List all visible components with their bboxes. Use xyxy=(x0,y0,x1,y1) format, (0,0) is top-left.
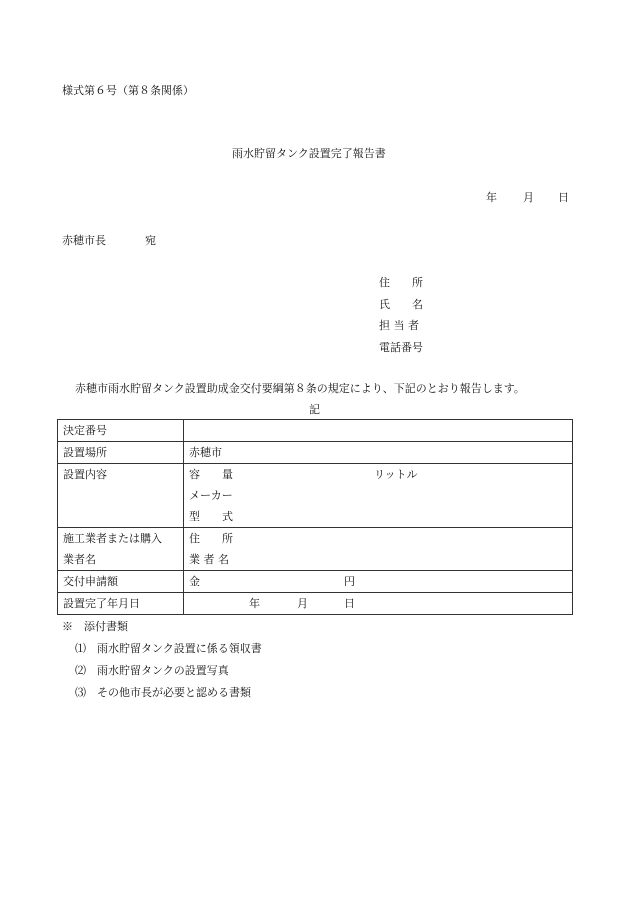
table-row-content xyxy=(58,464,573,528)
applicant-contact-person: 担 当 者 xyxy=(379,319,419,332)
vendor-label xyxy=(58,528,184,571)
vendor-label-line2: 業者名 xyxy=(63,553,96,566)
amount-unit: 円 xyxy=(344,575,355,588)
applicant-phone: 電話番号 xyxy=(379,341,423,354)
decision-number-value xyxy=(184,420,573,442)
vendor-name-label: 業 者 名 xyxy=(189,553,229,566)
table-row-location xyxy=(58,442,573,464)
date-day: 日 xyxy=(558,191,569,204)
completion-date-label: 設置完了年月日 xyxy=(58,593,184,615)
table-row-vendor xyxy=(58,528,573,571)
form-number: 様式第６号（第８条関係） xyxy=(62,84,194,97)
attachments-heading: ※ 添付書類 xyxy=(62,620,128,633)
applicant-address: 住 所 xyxy=(379,276,423,289)
ki-marker: 記 xyxy=(309,403,320,416)
date-year: 年 xyxy=(486,191,497,204)
location-value: 赤穂市 xyxy=(184,442,573,464)
completion-day: 日 xyxy=(344,597,355,610)
table-row-decision-number xyxy=(58,420,573,442)
addressee-suffix: 宛 xyxy=(145,234,156,247)
capacity-unit: リットル xyxy=(374,468,418,481)
completion-date-value xyxy=(184,593,573,615)
amount-value xyxy=(184,571,573,593)
maker-label: メーカー xyxy=(189,489,233,502)
decision-number-label: 決定番号 xyxy=(58,420,184,442)
amount-label: 交付申請額 xyxy=(58,571,184,593)
completion-month: 月 xyxy=(297,597,308,610)
applicant-name: 氏 名 xyxy=(379,298,423,311)
date-month: 月 xyxy=(523,191,534,204)
vendor-label-line1: 施工業者または購入 xyxy=(63,532,162,545)
body-text: 赤穂市雨水貯留タンク設置助成金交付要綱第８条の規定により、下記のとおり報告します。 xyxy=(75,382,525,395)
report-table xyxy=(57,419,573,615)
attachment-item: ⑶ その他市長が必要と認める書類 xyxy=(75,686,251,699)
completion-year: 年 xyxy=(249,597,260,610)
content-value xyxy=(184,464,573,528)
model-label: 型 式 xyxy=(189,510,233,523)
location-label: 設置場所 xyxy=(58,442,184,464)
table-row-amount xyxy=(58,571,573,593)
attachment-item: ⑴ 雨水貯留タンク設置に係る領収書 xyxy=(75,642,262,655)
vendor-value xyxy=(184,528,573,571)
vendor-address-label: 住 所 xyxy=(189,532,233,545)
amount-prefix: 金 xyxy=(189,575,200,588)
table-row-completion-date xyxy=(58,593,573,615)
content-label: 設置内容 xyxy=(58,464,184,528)
capacity-label: 容 量 xyxy=(189,468,233,481)
document-title: 雨水貯留タンク設置完了報告書 xyxy=(232,147,386,160)
addressee-name: 赤穂市長 xyxy=(62,234,106,247)
attachment-item: ⑵ 雨水貯留タンクの設置写真 xyxy=(75,664,229,677)
